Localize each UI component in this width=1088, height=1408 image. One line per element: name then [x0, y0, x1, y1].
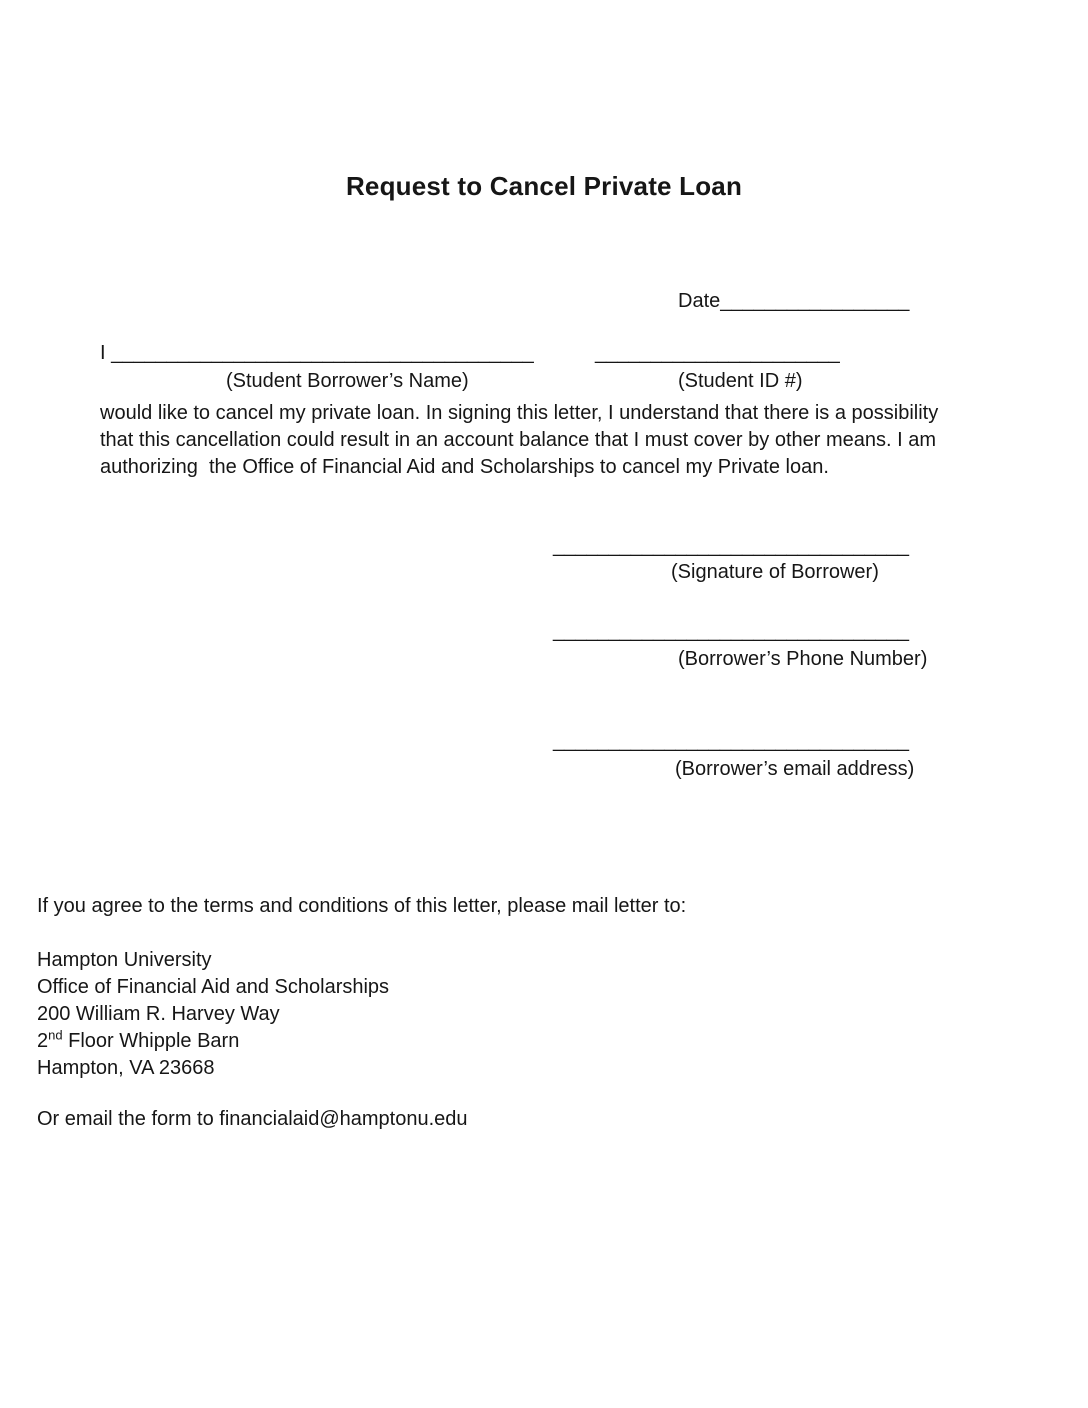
- body-line: authorizing the Office of Financial Aid and Scholarships to cancel my Private loan.: [100, 456, 829, 478]
- date-label: Date: [678, 290, 721, 312]
- signature-caption: (Signature of Borrower): [671, 561, 879, 583]
- student-id-caption: (Student ID #): [678, 370, 803, 392]
- address-line-office: Office of Financial Aid and Scholarships: [37, 976, 390, 998]
- email-row: [553, 728, 909, 755]
- mail-instruction: If you agree to the terms and conditions of this letter, please mail letter to:: [37, 895, 687, 917]
- student-id-blank[interactable]: ______________________: [595, 342, 840, 364]
- floor-rest: Floor Whipple Barn: [62, 1030, 240, 1052]
- floor-number: 2: [37, 1030, 49, 1052]
- email-caption: (Borrower’s email address): [675, 758, 915, 780]
- address-line-university: Hampton University: [37, 949, 212, 971]
- student-id-row: [595, 340, 840, 367]
- body-line: that this cancellation could result in an account balance that I must cover by other means. I am: [100, 429, 937, 451]
- phone-caption: (Borrower’s Phone Number): [678, 648, 928, 670]
- address-line-street: 200 William R. Harvey Way: [37, 1003, 280, 1025]
- student-name-row: [100, 340, 534, 367]
- address-line-floor: [37, 1028, 389, 1055]
- student-name-blank[interactable]: ______________________________________: [111, 342, 534, 364]
- date-blank[interactable]: _________________: [720, 290, 910, 312]
- date-row: [678, 288, 909, 315]
- student-name-caption: (Student Borrower’s Name): [226, 370, 469, 392]
- mailing-address: [37, 947, 389, 1082]
- address-line-city: Hampton, VA 23668: [37, 1057, 215, 1079]
- body-line: would like to cancel my private loan. In signing this letter, I understand that there is a possibility: [100, 402, 939, 424]
- phone-blank[interactable]: ________________________________: [553, 620, 909, 642]
- floor-ordinal: nd: [48, 1027, 63, 1043]
- phone-row: [553, 618, 909, 645]
- email-blank[interactable]: ________________________________: [553, 730, 909, 752]
- email-instruction: Or email the form to financialaid@hamptonu.edu: [37, 1108, 468, 1130]
- intro-prefix: I: [100, 342, 112, 364]
- signature-row: [553, 533, 909, 560]
- signature-blank[interactable]: ________________________________: [553, 535, 909, 557]
- body-paragraph: [100, 400, 1040, 481]
- page-title: Request to Cancel Private Loan: [345, 171, 743, 201]
